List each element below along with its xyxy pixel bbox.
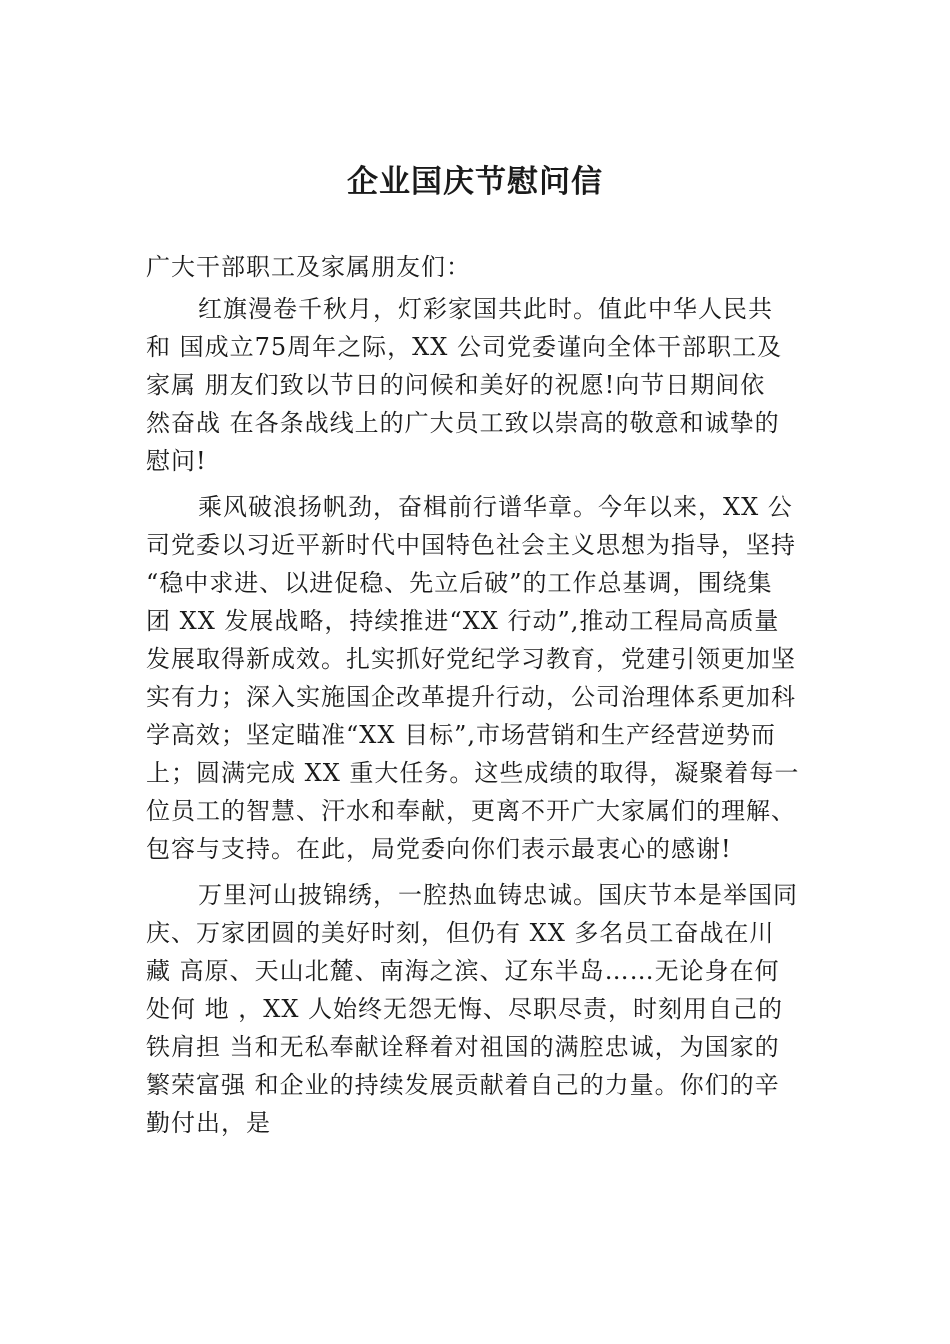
paragraph-line: 慰问! — [146, 447, 207, 475]
paragraph-line: 团 XX 发展战略，持续推进“XX 行动”,推动工程局高质量 — [146, 607, 780, 635]
paragraph-line: 包容与支持。在此，局党委向你们表示最衷心的感谢! — [146, 835, 732, 863]
paragraph-line: 学高效；坚定瞄准“XX 目标”,市场营销和生产经营逆势而 — [146, 721, 776, 749]
paragraph-line: “稳中求进、以进促稳、先立后破”的工作总基调，围绕集 — [146, 569, 773, 597]
paragraph-line: 处何 地 ，XX 人始终无怨无悔、尽职尽责，时刻用自己的 — [146, 995, 784, 1023]
salutation: 广大干部职工及家属朋友们： — [146, 253, 471, 281]
paragraph-line: 藏 高原、天山北麓、南海之滨、辽东半岛……无论身在何 — [146, 957, 780, 985]
paragraph-line: 家属 朋友们致以节日的问候和美好的祝愿!向节日期间依 — [146, 371, 766, 399]
paragraph-1 — [146, 290, 812, 480]
paragraph-line: 万里河山披锦绣，一腔热血铸忠诚。国庆节本是举国同 — [198, 881, 798, 909]
paragraph-2 — [146, 488, 812, 868]
paragraph-line: 红旗漫卷千秋月，灯彩家国共此时。值此中华人民共 — [198, 295, 773, 323]
paragraph-3 — [146, 876, 812, 1142]
paragraph-line: 然奋战 在各条战线上的广大员工致以崇高的敬意和诚挚的 — [146, 409, 780, 437]
paragraph-line: 和 国成立75周年之际，XX 公司党委谨向全体干部职工及 — [146, 333, 782, 361]
paragraph-line: 繁荣富强 和企业的持续发展贡献着自己的力量。你们的辛 — [146, 1071, 780, 1099]
page-title: 企业国庆节慰问信 — [347, 164, 603, 200]
paragraph-line: 位员工的智慧、汗水和奉献，更离不开广大家属们的理解、 — [146, 797, 796, 825]
paragraph-line: 铁肩担 当和无私奉献诠释着对祖国的满腔忠诚，为国家的 — [146, 1033, 780, 1061]
paragraph-line: 庆、万家团圆的美好时刻，但仍有 XX 多名员工奋战在川 — [146, 919, 775, 947]
paragraph-line: 乘风破浪扬帆劲，奋楫前行谱华章。今年以来，XX 公 — [198, 493, 793, 521]
paragraph-line: 司党委以习近平新时代中国特色社会主义思想为指导，坚持 — [146, 531, 796, 559]
letter-body — [146, 248, 812, 1150]
paragraph-line: 上；圆满完成 XX 重大任务。这些成绩的取得，凝聚着每一 — [146, 759, 800, 787]
paragraph-line: 实有力；深入实施国企改革提升行动，公司治理体系更加科 — [146, 683, 796, 711]
paragraph-line: 发展取得新成效。扎实抓好党纪学习教育，党建引领更加坚 — [146, 645, 796, 673]
paragraph-line: 勤付出，是 — [146, 1109, 271, 1137]
